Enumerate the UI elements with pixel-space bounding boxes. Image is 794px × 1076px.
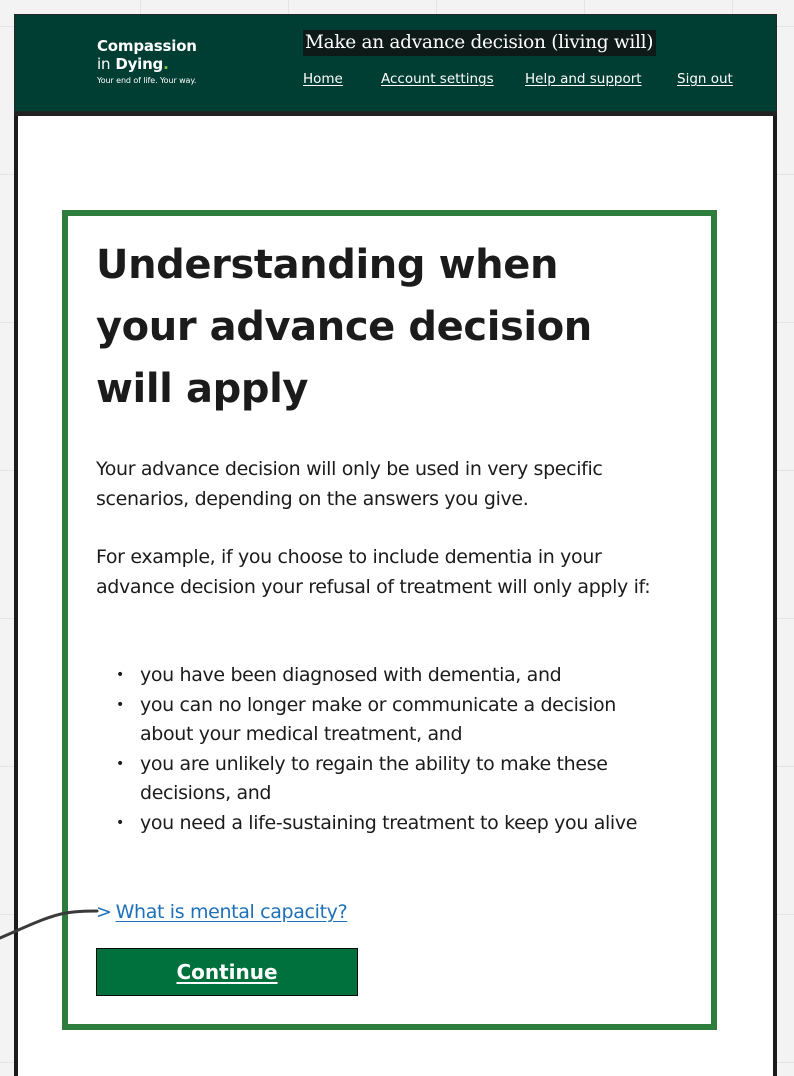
- mental-capacity-disclosure: [96, 898, 347, 926]
- list-item: • you can no longer make or communicate a decision about your medical treatment, and: [96, 691, 656, 750]
- logo-in-word: in: [97, 55, 111, 73]
- continue-button[interactable]: Continue: [96, 948, 358, 996]
- site-header: [14, 14, 777, 112]
- conditions-list: [96, 661, 656, 838]
- logo-line-1: Compassion: [97, 37, 197, 55]
- logo-tagline: Your end of life. Your way.: [97, 76, 197, 85]
- mental-capacity-link[interactable]: What is mental capacity?: [115, 901, 348, 923]
- nav-link-home[interactable]: Home: [303, 71, 343, 87]
- logo-dot: .: [163, 55, 169, 73]
- nav-link-sign-out[interactable]: Sign out: [677, 71, 733, 87]
- intro-paragraph: Your advance decision will only be used in very specific scenarios, depending on the answers you give.: [96, 458, 603, 510]
- list-item: • you are unlikely to regain the ability to make these decisions, and: [96, 750, 656, 809]
- list-item: • you need a life-sustaining treatment to keep you alive: [96, 809, 656, 839]
- header-nav: [15, 71, 776, 91]
- page-title: Understanding when your advance decision will apply: [96, 242, 592, 412]
- list-item: • you have been diagnosed with dementia, and: [96, 661, 656, 691]
- disclosure-arrow-icon[interactable]: >: [96, 901, 112, 923]
- example-paragraph: For example, if you choose to include dementia in your advance decision your refusal of treatment will only apply if:: [96, 546, 651, 598]
- nav-link-help-and-support[interactable]: Help and support: [525, 71, 642, 87]
- service-title: Make an advance decision (living will): [303, 30, 656, 56]
- nav-link-account-settings[interactable]: Account settings: [381, 71, 494, 87]
- logo-name: Dying: [115, 55, 164, 73]
